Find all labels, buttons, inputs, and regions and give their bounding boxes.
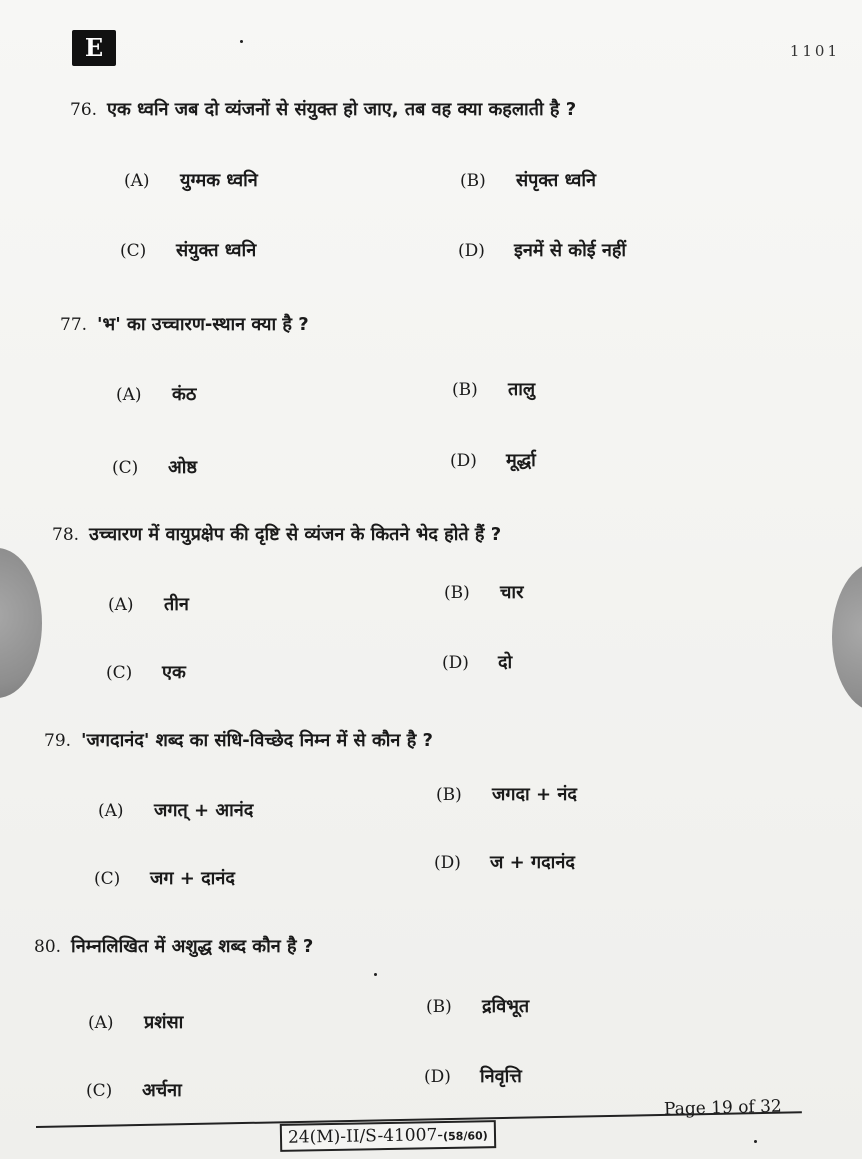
paper-code-suffix: (58/60) bbox=[442, 1129, 488, 1144]
option-text: एक bbox=[162, 662, 186, 683]
option-76-d bbox=[458, 238, 626, 262]
question-77 bbox=[60, 312, 309, 336]
option-80-d bbox=[424, 1064, 522, 1088]
section-badge: E bbox=[72, 30, 116, 66]
option-letter: (A) bbox=[124, 171, 150, 191]
option-text: जगत् + आनंद bbox=[154, 800, 254, 821]
binder-hole-left bbox=[0, 548, 42, 698]
option-76-c bbox=[120, 238, 256, 262]
option-letter: (B) bbox=[452, 380, 478, 400]
option-79-b bbox=[436, 782, 577, 806]
option-text: जग + दानंद bbox=[150, 868, 235, 889]
option-letter: (D) bbox=[450, 451, 477, 471]
option-text: इनमें से कोई नहीं bbox=[514, 240, 627, 261]
option-80-a bbox=[88, 1010, 183, 1034]
option-letter: (A) bbox=[116, 385, 142, 405]
question-78 bbox=[52, 522, 501, 546]
option-text: कंठ bbox=[172, 384, 197, 405]
option-letter: (A) bbox=[98, 801, 124, 821]
speck bbox=[754, 1140, 757, 1143]
option-text: युग्मक ध्वनि bbox=[180, 170, 258, 191]
question-text: उच्चारण में वायुप्रक्षेप की दृष्टि से व्यंजन के कितने भेद होते हैं ? bbox=[89, 524, 502, 545]
speck bbox=[374, 973, 377, 976]
option-78-c bbox=[106, 660, 186, 684]
booklet-code: 1101 bbox=[789, 42, 840, 60]
question-text: 'जगदानंद' शब्द का संधि-विच्छेद निम्न में से कौन है ? bbox=[81, 730, 433, 751]
option-letter: (D) bbox=[424, 1067, 451, 1087]
question-number: 80. bbox=[34, 937, 62, 957]
question-76 bbox=[70, 97, 576, 121]
option-text: दो bbox=[498, 652, 513, 673]
option-text: तीन bbox=[164, 594, 189, 615]
option-text: अर्चना bbox=[142, 1080, 182, 1101]
option-text: चार bbox=[500, 582, 524, 603]
option-text: तालु bbox=[508, 379, 536, 400]
option-78-d bbox=[442, 650, 512, 674]
option-letter: (A) bbox=[88, 1013, 114, 1033]
option-text: संयुक्त ध्वनि bbox=[176, 240, 257, 261]
question-number: 76. bbox=[70, 100, 98, 120]
option-79-d bbox=[434, 850, 575, 874]
option-letter: (C) bbox=[106, 663, 133, 683]
option-76-b bbox=[460, 168, 596, 192]
option-letter: (C) bbox=[94, 869, 121, 889]
option-letter: (B) bbox=[460, 171, 486, 191]
option-text: ओष्ठ bbox=[168, 457, 198, 478]
question-80 bbox=[34, 934, 313, 958]
question-number: 77. bbox=[60, 315, 88, 335]
option-text: प्रशंसा bbox=[144, 1012, 184, 1033]
option-letter: (A) bbox=[108, 595, 134, 615]
question-number: 78. bbox=[52, 525, 80, 545]
page-number: Page 19 of 32 bbox=[663, 1096, 783, 1120]
option-79-a bbox=[98, 798, 253, 822]
option-77-b bbox=[452, 377, 535, 401]
option-79-c bbox=[94, 866, 235, 890]
option-80-c bbox=[86, 1078, 182, 1102]
option-letter: (C) bbox=[86, 1081, 113, 1101]
option-letter: (C) bbox=[112, 458, 139, 478]
option-letter: (D) bbox=[442, 653, 469, 673]
option-78-b bbox=[444, 580, 523, 604]
binder-hole-right bbox=[832, 562, 862, 712]
option-80-b bbox=[426, 994, 529, 1018]
option-text: संपृक्त ध्वनि bbox=[516, 170, 596, 191]
question-number: 79. bbox=[44, 731, 72, 751]
option-text: ज + गदानंद bbox=[490, 852, 575, 873]
option-77-c bbox=[112, 455, 197, 479]
question-text: 'भ' का उच्चारण-स्थान क्या है ? bbox=[97, 314, 309, 335]
option-text: निवृत्ति bbox=[480, 1066, 522, 1087]
question-text: एक ध्वनि जब दो व्यंजनों से संयुक्त हो जाए, तब वह क्या कहलाती है ? bbox=[107, 99, 577, 120]
question-text: निम्नलिखित में अशुद्ध शब्द कौन है ? bbox=[71, 936, 314, 957]
option-text: जगदा + नंद bbox=[492, 784, 577, 805]
paper-code: 24(M)-II/S-41007- bbox=[287, 1125, 444, 1148]
option-letter: (C) bbox=[120, 241, 147, 261]
option-text: द्रविभूत bbox=[482, 996, 530, 1017]
option-letter: (B) bbox=[444, 583, 470, 603]
speck bbox=[240, 40, 243, 43]
option-76-a bbox=[124, 168, 258, 192]
paper-code-box bbox=[280, 1120, 496, 1152]
option-77-d bbox=[450, 448, 536, 472]
option-letter: (B) bbox=[426, 997, 452, 1017]
option-text: मूर्द्धा bbox=[506, 450, 536, 471]
option-letter: (B) bbox=[436, 785, 462, 805]
option-letter: (D) bbox=[434, 853, 461, 873]
option-letter: (D) bbox=[458, 241, 485, 261]
option-77-a bbox=[116, 382, 196, 406]
option-78-a bbox=[108, 592, 189, 616]
question-79 bbox=[44, 728, 433, 752]
